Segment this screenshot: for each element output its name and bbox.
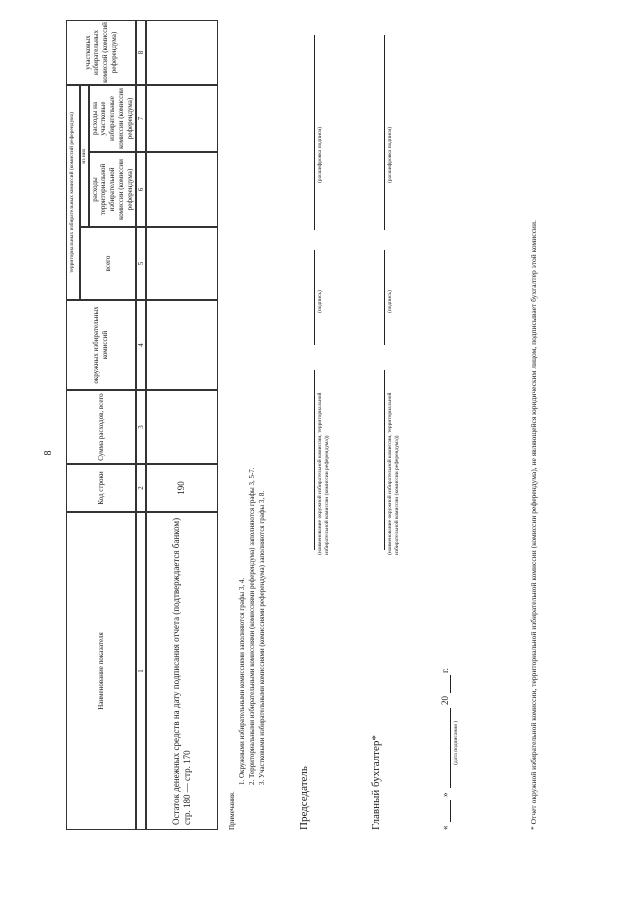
- chairman-decoding-line: [314, 35, 315, 230]
- header-line-code: Код строки: [66, 464, 136, 512]
- report-sheet: [20, 15, 620, 885]
- table-row-code: 190: [146, 464, 218, 512]
- footnote: * Отчет окружной избирательной комиссии, территориальной избирательной комиссии (комиссии референдума), не являющейся юридическим лицом, подписывает бухгалтер этой комиссии.: [529, 220, 538, 830]
- page-number: 8: [43, 450, 54, 456]
- date-close-quote: »: [440, 792, 450, 797]
- note-item: 3. Участковыми избирательными комиссиями (комиссиями референдума) заполняются графы 3, 8.: [258, 490, 266, 785]
- table-cell-empty: [146, 20, 218, 85]
- notes-title: Примечания.: [228, 791, 236, 830]
- column-number: 2: [136, 464, 146, 512]
- header-territorial-group: территориальных избирательных комиссий (комиссий референдума): [66, 85, 80, 300]
- table-cell-empty: [146, 390, 218, 464]
- header-indicator-name: Наименование показателя: [66, 512, 136, 830]
- header-district-commissions: окружных избирательных комиссий: [66, 300, 136, 390]
- date-month-line: [450, 708, 451, 788]
- accountant-commission-line: [384, 370, 385, 550]
- header-precinct-expenses: расходы на участковые избирательные комиссии (комиссии референдума): [89, 85, 136, 152]
- note-item: 1. Окружными избирательными комиссиями заполняются графы 3, 4.: [238, 577, 246, 785]
- date-year-line: [450, 675, 451, 693]
- chairman-signature-caption: (подпись): [317, 290, 323, 313]
- expenses-table: [66, 20, 218, 830]
- column-number: 4: [136, 300, 146, 390]
- date-day-line: [450, 800, 451, 822]
- accountant-decoding-line: [384, 35, 385, 230]
- header-territorial-expenses: расходы территориальной избирательной комиссии (комиссии референдума): [89, 152, 136, 227]
- header-precinct-commissions: участковых избирательных комиссий (комиссий референдума): [66, 20, 136, 85]
- accountant-commission-caption: (наименование окружной избирательной комиссии, территориальной избирательной комиссии (комиссии референдума)): [387, 392, 401, 555]
- accountant-label: Главный бухгалтер*: [370, 735, 382, 830]
- accountant-signature-caption: (подпись): [387, 290, 393, 313]
- header-total-expenses: Сумма расходов, всего: [66, 390, 136, 464]
- column-number: 1: [136, 512, 146, 830]
- table-cell-empty: [146, 85, 218, 152]
- chairman-signature-line: [314, 250, 315, 345]
- column-number: 8: [136, 20, 146, 85]
- chairman-decoding-caption: (расшифровка подписи): [317, 126, 323, 183]
- column-number: 7: [136, 85, 146, 152]
- date-year-prefix: 20: [440, 696, 450, 705]
- header-of-which: из них: [80, 85, 89, 227]
- table-cell-empty: [146, 300, 218, 390]
- column-number: 5: [136, 227, 146, 300]
- date-caption: (дата подписания ): [453, 720, 459, 765]
- date-open-quote: «: [440, 825, 450, 830]
- table-cell-empty: [146, 152, 218, 227]
- note-item: 2. Территориальными избирательными комиссиями (комиссиями референдума) заполняются графы 3, 5-7.: [248, 467, 256, 785]
- date-year-suffix: г.: [440, 668, 450, 673]
- table-cell-empty: [146, 227, 218, 300]
- table-row-name: Остаток денежных средств на дату подписания отчета (подтверждается банком) стр. 180 — стр. 170: [146, 512, 218, 830]
- chairman-commission-line: [314, 370, 315, 550]
- header-total: всего: [80, 227, 136, 300]
- chairman-label: Председатель: [298, 766, 310, 830]
- chairman-commission-caption: (наименование окружной избирательной комиссии, территориальной избирательной комиссии (комиссии референдума)): [317, 392, 331, 555]
- accountant-signature-line: [384, 250, 385, 345]
- column-number: 3: [136, 390, 146, 464]
- accountant-decoding-caption: (расшифровка подписи): [387, 126, 393, 183]
- column-number: 6: [136, 152, 146, 227]
